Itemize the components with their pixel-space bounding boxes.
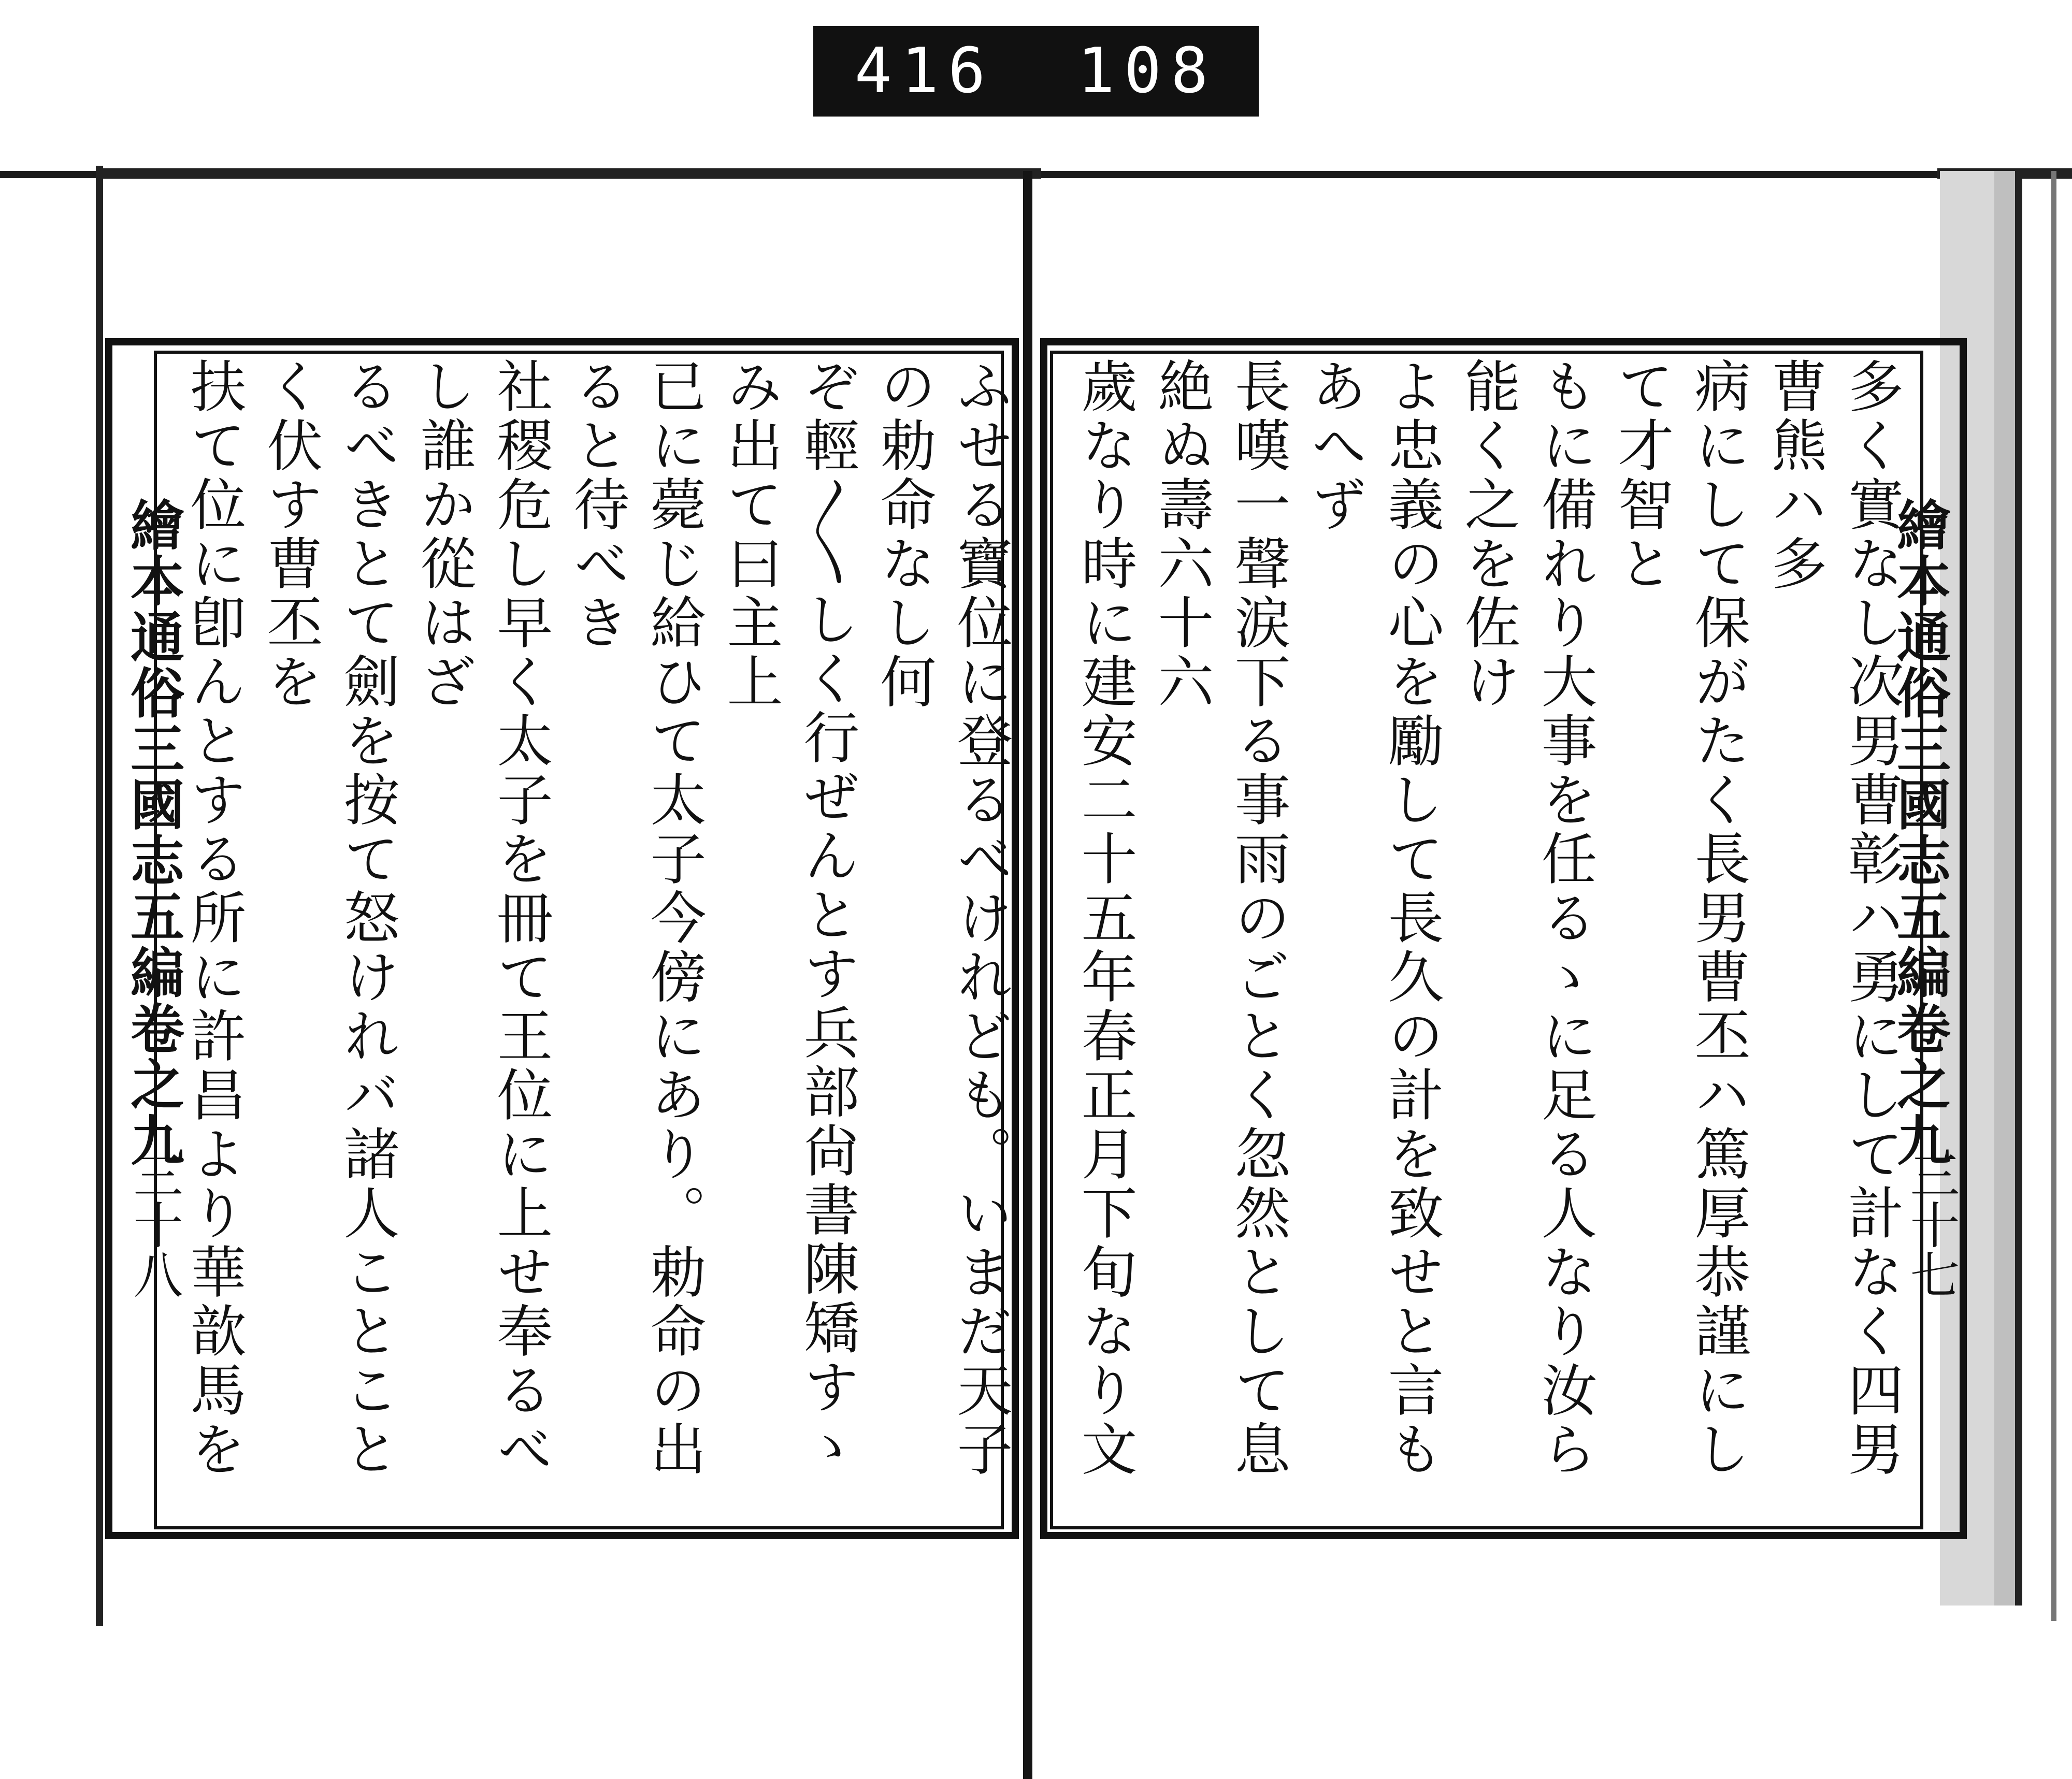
left-text-column: るべきとて劍を按て怒けれバ諸人ことことく伏す曹丕を [257,357,399,1479]
left-page-text [168,357,1018,1523]
left-text-column: 扶て位に卽んとする所に許昌より華歆馬を [181,357,246,1479]
left-text-column: ふせる寶位に登るべけれども。いまだ天子の勅命なし何 [871,357,1012,1479]
right-text-column: 多く實なし次男曹彰ハ勇にして計なく四男曹熊ハ多 [1762,357,1903,1479]
right-text-column: 病にして保がたく長男曹丕ハ篤厚恭謹にして才智と [1608,357,1750,1479]
film-reel-number: 416 [854,35,995,107]
right-page-folio: 三十七 [1902,1150,1960,1299]
film-frame-number: 108 [1077,35,1218,107]
left-text-column: 社稷危し早く太子を冊て王位に上せ奉るべし誰か從はざ [411,357,552,1479]
film-frame-label [813,26,1259,117]
right-text-column: もに備れり大事を任るゝに足る人なり汝ら能く之を佐け [1455,357,1596,1479]
right-page-heading: 繪本通俗三國志五編卷之九 [1888,497,1951,1168]
right-text-column: 長嘆一聲涙下る事雨のごとく忽然として息絶ぬ壽六十六 [1148,357,1290,1479]
left-page-folio: 三十八 [125,1150,183,1299]
right-text-column: よ忠義の心を勵して長久の計を致せと言もあへず [1302,357,1443,1479]
left-text-column: ぞ輕〳〵しく行ぜんとす兵部尙書陳矯すゝみ出て曰主上 [717,357,859,1476]
right-page-text [1059,357,1909,1523]
left-page-heading: 繪本通俗三國志五編卷之九 [121,497,185,1168]
right-text-column: 歲なり時に建安二十五年春正月下旬なり文 [1072,357,1136,1479]
left-text-column: 已に薨じ給ひて太子今傍にあり。勅命の出ると待べき [564,357,706,1479]
